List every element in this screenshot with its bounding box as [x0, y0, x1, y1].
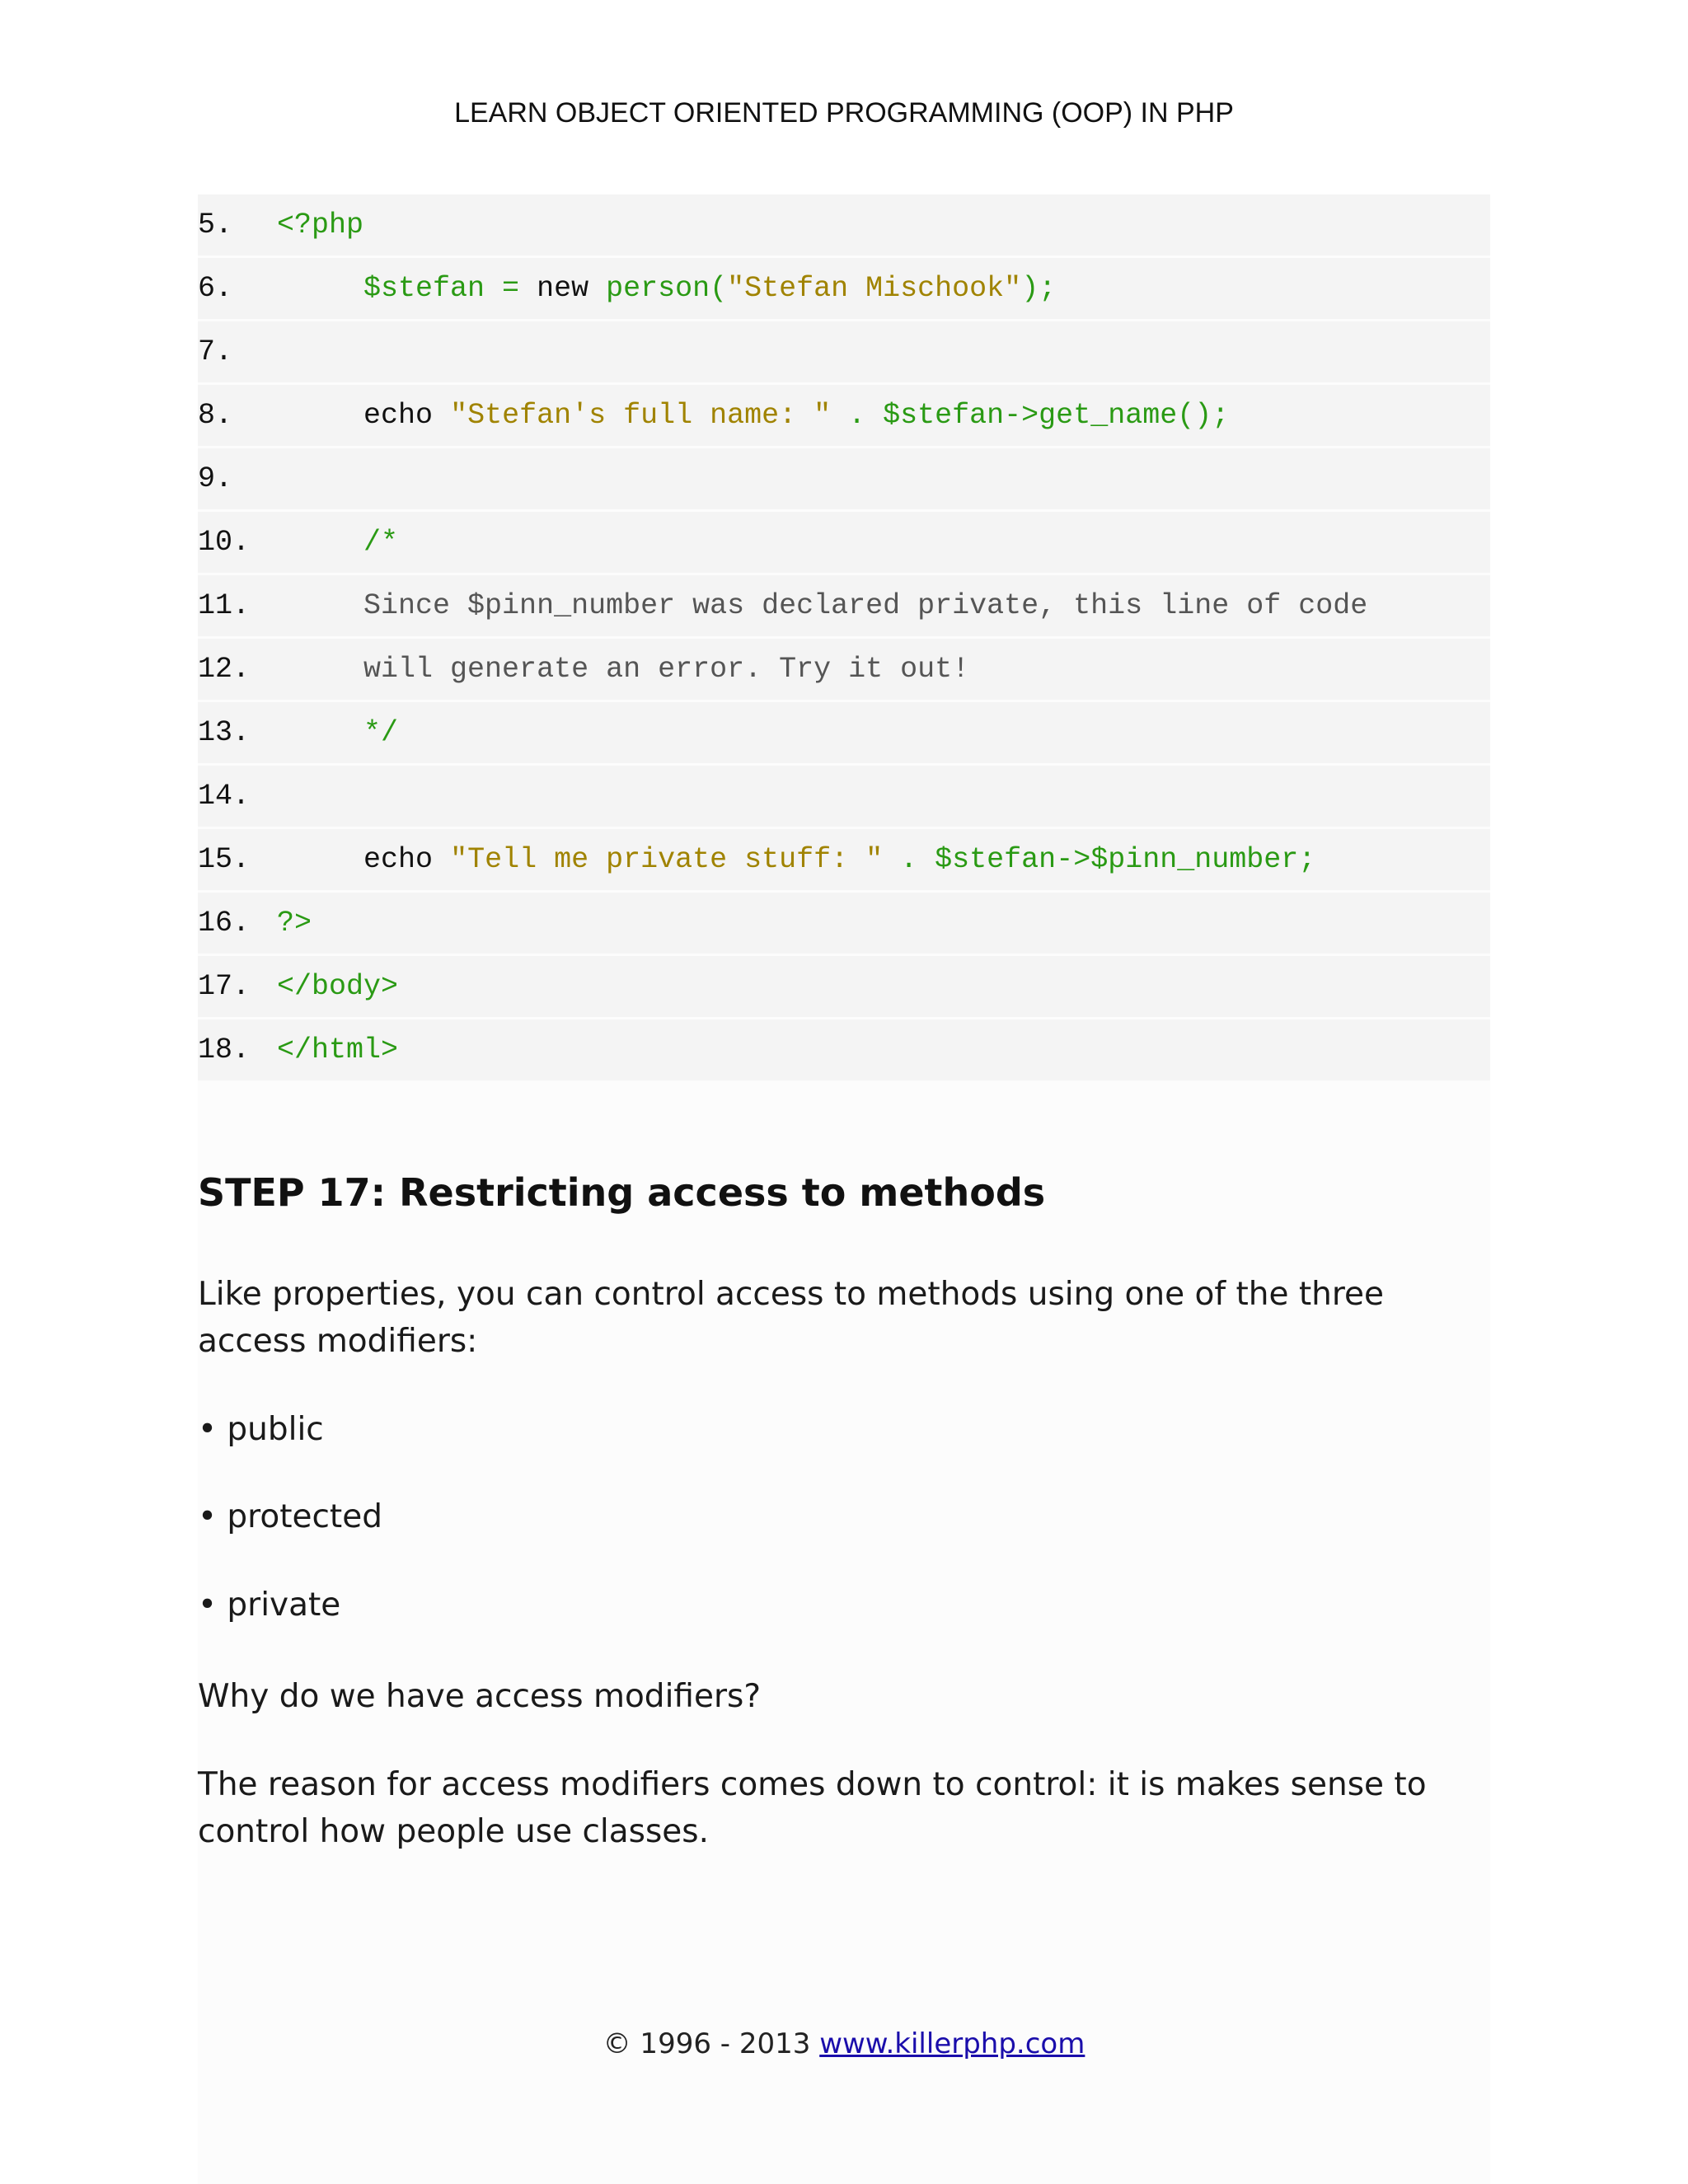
code-token: echo — [363, 399, 451, 432]
code-token: echo — [363, 843, 451, 876]
code-token: */ — [363, 716, 399, 749]
line-number: 15. — [198, 843, 251, 876]
question-paragraph: Why do we have access modifiers? — [198, 1678, 762, 1715]
code-token: Since $pinn_number was declared private, this line of code — [363, 589, 1368, 622]
code-token: ?> — [277, 907, 312, 940]
code-line — [198, 702, 1490, 763]
code-token: </body> — [277, 970, 399, 1003]
code-token: . $stefan->get_name(); — [831, 399, 1230, 432]
code-line — [198, 956, 1490, 1017]
answer-paragraph: The reason for access modifiers comes down to control: it is makes sense to control how people use classes. — [198, 1766, 1427, 1850]
code-token — [277, 399, 363, 432]
line-number: 14. — [198, 780, 251, 813]
code-token: person( — [606, 272, 728, 305]
intro-paragraph: Like properties, you can control access to methods using one of the three access modifiers: — [198, 1276, 1385, 1360]
line-number: 13. — [198, 716, 251, 749]
bullet-private: • private — [198, 1586, 341, 1624]
line-number: 18. — [198, 1033, 251, 1066]
line-number: 16. — [198, 907, 251, 940]
line-number: 6. — [198, 272, 233, 305]
section-heading: STEP 17: Restricting access to methods — [198, 1170, 1046, 1215]
code-line — [198, 512, 1490, 573]
code-token: . $stefan->$pinn_number; — [883, 843, 1316, 876]
code-token: /* — [363, 526, 399, 559]
code-line — [198, 829, 1490, 890]
code-block — [198, 194, 1490, 1083]
line-number: 10. — [198, 526, 251, 559]
code-line — [198, 766, 1490, 827]
page-header: LEARN OBJECT ORIENTED PROGRAMMING (OOP) IN PHP — [454, 97, 1234, 129]
code-token — [277, 653, 363, 686]
line-number: 8. — [198, 399, 233, 432]
code-line — [198, 385, 1490, 446]
code-line — [198, 639, 1490, 700]
code-token: </html> — [277, 1033, 399, 1066]
code-token: <?php — [277, 209, 364, 241]
footer-copyright: © 1996 - 2013 — [603, 2027, 820, 2060]
code-line — [198, 893, 1490, 954]
code-token: $stefan = — [363, 272, 537, 305]
code-token: new — [537, 272, 607, 305]
code-token — [277, 589, 363, 622]
line-number: 12. — [198, 653, 251, 686]
bullet-public: • public — [198, 1411, 324, 1448]
code-line — [198, 258, 1490, 319]
line-number: 7. — [198, 335, 233, 368]
footer-link[interactable]: www.killerphp.com — [819, 2027, 1085, 2060]
code-token: "Stefan's full name: " — [450, 399, 832, 432]
code-token: "Tell me private stuff: " — [450, 843, 884, 876]
footer — [0, 2027, 1688, 2060]
code-line — [198, 1019, 1490, 1080]
code-line — [198, 194, 1490, 255]
code-line — [198, 321, 1490, 382]
code-line — [198, 575, 1490, 636]
code-token — [277, 526, 363, 559]
line-number: 17. — [198, 970, 251, 1003]
code-token: "Stefan Mischook" — [727, 272, 1022, 305]
code-token — [277, 272, 363, 305]
code-line — [198, 448, 1490, 509]
code-token — [277, 843, 363, 876]
line-number: 9. — [198, 462, 233, 495]
code-token: ); — [1021, 272, 1057, 305]
bullet-protected: • protected — [198, 1498, 382, 1535]
line-number: 5. — [198, 209, 233, 241]
line-number: 11. — [198, 589, 251, 622]
code-token — [277, 716, 363, 749]
code-token: will generate an error. Try it out! — [363, 653, 970, 686]
